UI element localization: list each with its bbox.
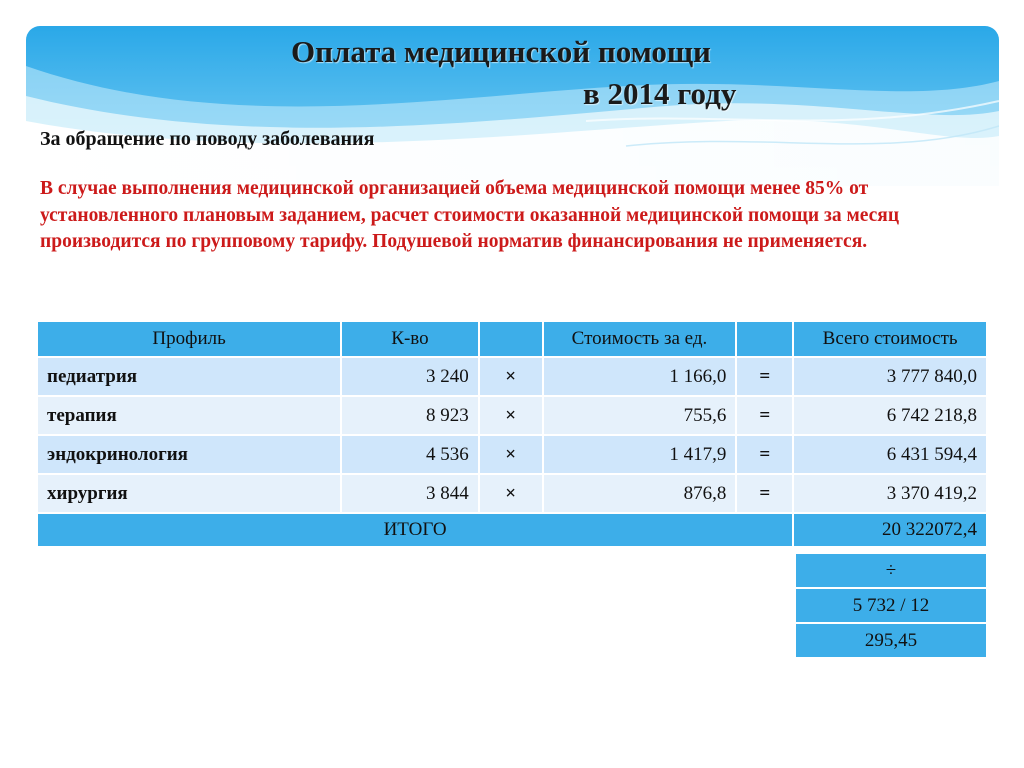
row-profile: терапия [37,396,341,435]
slide-title [0,34,1024,114]
row-unit-cost: 1 417,9 [543,435,737,474]
title-line-1: Оплата медицинской помощи [291,34,711,69]
payment-table [36,320,988,548]
equals-sign: = [736,435,793,474]
row-count: 4 536 [341,435,479,474]
header-total-cost: Всего стоимость [793,321,987,357]
table-row [37,396,987,435]
section-subtitle: За обращение по поводу заболевания [40,128,375,150]
row-count: 3 844 [341,474,479,513]
header-op1 [479,321,543,357]
row-profile: педиатрия [37,357,341,396]
result-cell: 295,45 [795,623,987,658]
header-count: К-во [341,321,479,357]
row-unit-cost: 876,8 [543,474,737,513]
total-value: 20 322072,4 [793,513,987,547]
conditions-note: В случае выполнения медицинской организацией объема медицинской помощи менее 85% от установленного плановым заданием, расчет стоимости оказанной медицинской помощи за месяц производится по групповому тарифу. Подушевой норматив финансирования не применяется. [40,178,900,252]
equals-sign: = [736,396,793,435]
equals-sign: = [736,357,793,396]
row-total: 6 742 218,8 [793,396,987,435]
table-row [37,435,987,474]
multiply-sign: × [479,357,543,396]
divide-sign: ÷ [795,553,987,588]
table-header-row [37,321,987,357]
table-total-row [37,513,987,547]
title-line-2: в 2014 году [583,76,737,111]
table-row [37,357,987,396]
header-profile: Профиль [37,321,341,357]
multiply-sign: × [479,474,543,513]
row-unit-cost: 1 166,0 [543,357,737,396]
divisor-cell: 5 732 / 12 [795,588,987,623]
row-total: 6 431 594,4 [793,435,987,474]
total-label: ИТОГО [37,513,793,547]
row-total: 3 777 840,0 [793,357,987,396]
row-profile: хирургия [37,474,341,513]
header-op2 [736,321,793,357]
calculation-column [794,552,988,659]
row-unit-cost: 755,6 [543,396,737,435]
row-profile: эндокринология [37,435,341,474]
multiply-sign: × [479,435,543,474]
multiply-sign: × [479,396,543,435]
row-total: 3 370 419,2 [793,474,987,513]
row-count: 8 923 [341,396,479,435]
row-count: 3 240 [341,357,479,396]
table-row [37,474,987,513]
header-unit-cost: Стоимость за ед. [543,321,737,357]
equals-sign: = [736,474,793,513]
